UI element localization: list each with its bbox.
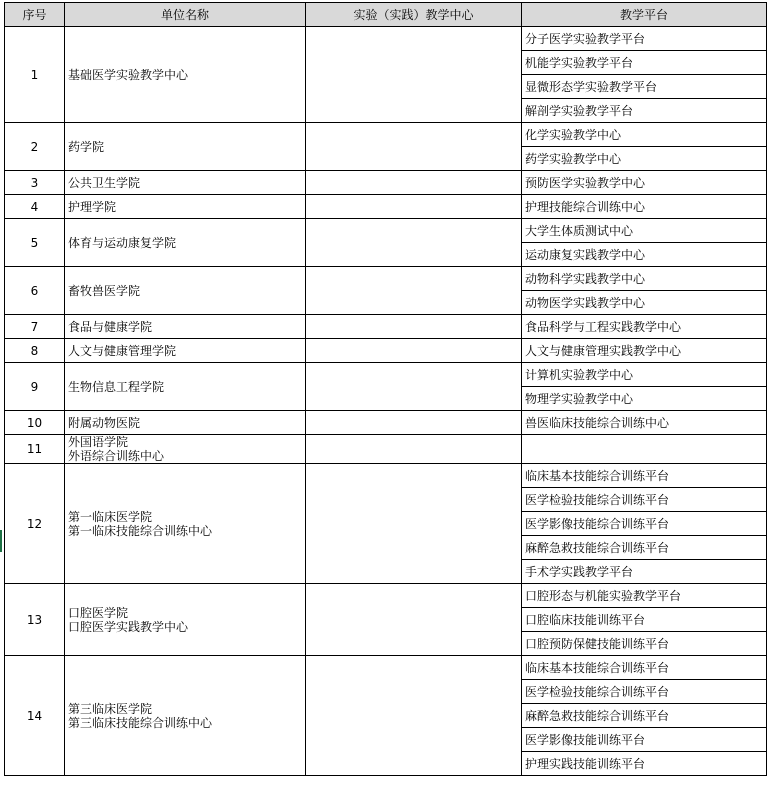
unit-name-cell[interactable]: [65, 171, 306, 195]
header-unit-name[interactable]: 单位名称: [65, 3, 306, 27]
teaching-center-cell[interactable]: 人文与健康管理实践教学中心: [522, 339, 767, 363]
teaching-center-cell[interactable]: 护理技能综合训练中心: [522, 195, 767, 219]
unit-name-line: 口腔医学院: [68, 605, 129, 620]
teaching-platform-cell[interactable]: 麻醉急救技能综合训练平台: [522, 704, 767, 728]
unit-name-line: 药学院: [68, 139, 105, 154]
teaching-center-cell[interactable]: 计算机实验教学中心: [522, 363, 767, 387]
teaching-center-cell[interactable]: 大学生体质测试中心: [522, 219, 767, 243]
unit-name-line: 第三临床医学院: [68, 701, 153, 716]
table-row: [5, 464, 767, 488]
table-row: [5, 315, 767, 339]
row-number-cell[interactable]: 13: [5, 584, 65, 656]
unit-name-line: 第一临床技能综合训练中心: [68, 523, 213, 538]
teaching-center-cell[interactable]: 食品科学与工程实践教学中心: [522, 315, 767, 339]
unit-name-line: 公共卫生学院: [68, 175, 141, 190]
unit-name-line: 第一临床医学院: [68, 509, 153, 524]
teaching-center-cell[interactable]: 兽医临床技能综合训练中心: [522, 411, 767, 435]
unit-name-cell[interactable]: [65, 219, 306, 267]
row-number-cell[interactable]: 1: [5, 27, 65, 123]
teaching-center-cell[interactable]: 动物科学实践教学中心: [522, 267, 767, 291]
teaching-platform-cell[interactable]: 临床基本技能综合训练平台: [522, 656, 767, 680]
teaching-platform-cell[interactable]: 医学影像技能训练平台: [522, 728, 767, 752]
unit-name-cell[interactable]: [65, 267, 306, 315]
row-number-cell[interactable]: 14: [5, 656, 65, 776]
unit-name-line: 外国语学院: [68, 435, 129, 449]
teaching-platform-cell[interactable]: 口腔临床技能训练平台: [522, 608, 767, 632]
unit-name-cell[interactable]: [65, 315, 306, 339]
unit-name-cell[interactable]: [65, 27, 306, 123]
unit-name-line: 外语综合训练中心: [68, 449, 165, 463]
table-row: [5, 219, 767, 243]
row-number-cell[interactable]: 10: [5, 411, 65, 435]
header-no[interactable]: 序号: [5, 3, 65, 27]
teaching-center-cell[interactable]: 药学实验教学中心: [522, 147, 767, 171]
unit-name-cell[interactable]: [65, 464, 306, 584]
unit-name-line: 人文与健康管理学院: [68, 343, 177, 358]
teaching-platform-cell[interactable]: [522, 435, 767, 464]
table-row: [5, 339, 767, 363]
unit-name-cell[interactable]: [65, 195, 306, 219]
unit-name-cell[interactable]: [65, 339, 306, 363]
teaching-platform-cell[interactable]: [306, 171, 522, 195]
teaching-center-cell[interactable]: 动物医学实践教学中心: [522, 291, 767, 315]
teaching-center-table: [4, 2, 767, 776]
row-number-cell[interactable]: 6: [5, 267, 65, 315]
teaching-platform-cell[interactable]: [306, 123, 522, 171]
teaching-platform-cell[interactable]: 医学影像技能综合训练平台: [522, 512, 767, 536]
teaching-platform-cell[interactable]: 临床基本技能综合训练平台: [522, 464, 767, 488]
unit-name-line: 第三临床技能综合训练中心: [68, 715, 213, 730]
header-teaching-center[interactable]: 实验（实践）教学中心: [306, 3, 522, 27]
table-row: [5, 411, 767, 435]
teaching-platform-cell[interactable]: 机能学实验教学平台: [522, 51, 767, 75]
table-row: [5, 27, 767, 51]
row-number-cell[interactable]: 7: [5, 315, 65, 339]
row-number-cell[interactable]: 4: [5, 195, 65, 219]
row-number-cell[interactable]: 9: [5, 363, 65, 411]
unit-name-line: 生物信息工程学院: [68, 379, 165, 394]
table-row: [5, 195, 767, 219]
table-row: [5, 123, 767, 147]
row-number-cell[interactable]: 3: [5, 171, 65, 195]
teaching-platform-cell[interactable]: 医学检验技能综合训练平台: [522, 680, 767, 704]
row-number-cell[interactable]: 5: [5, 219, 65, 267]
teaching-center-cell[interactable]: [306, 584, 522, 656]
unit-name-line: 体育与运动康复学院: [68, 235, 177, 250]
teaching-center-cell[interactable]: 预防医学实验教学中心: [522, 171, 767, 195]
teaching-platform-cell[interactable]: 护理实践技能训练平台: [522, 752, 767, 776]
unit-name-cell[interactable]: [65, 363, 306, 411]
header-teaching-platform[interactable]: 教学平台: [522, 3, 767, 27]
unit-name-line: 护理学院: [68, 199, 117, 214]
row-selection-marker: [0, 530, 2, 552]
teaching-platform-cell[interactable]: 医学检验技能综合训练平台: [522, 488, 767, 512]
teaching-platform-cell[interactable]: [306, 195, 522, 219]
unit-name-cell[interactable]: [65, 411, 306, 435]
teaching-platform-cell[interactable]: 分子医学实验教学平台: [522, 27, 767, 51]
teaching-platform-cell[interactable]: [306, 363, 522, 411]
teaching-center-cell[interactable]: [306, 656, 522, 776]
teaching-platform-cell[interactable]: [306, 339, 522, 363]
table-row: [5, 171, 767, 195]
row-number-cell[interactable]: 12: [5, 464, 65, 584]
unit-name-line: 食品与健康学院: [68, 319, 153, 334]
row-number-cell[interactable]: 2: [5, 123, 65, 171]
row-number-cell[interactable]: 11: [5, 435, 65, 464]
teaching-center-cell[interactable]: [306, 464, 522, 584]
teaching-center-cell[interactable]: 运动康复实践教学中心: [522, 243, 767, 267]
unit-name-cell[interactable]: [65, 435, 306, 464]
unit-name-cell[interactable]: [65, 123, 306, 171]
unit-name-line: 口腔医学实践教学中心: [68, 619, 189, 634]
row-number-cell[interactable]: 8: [5, 339, 65, 363]
teaching-platform-cell[interactable]: 手术学实践教学平台: [522, 560, 767, 584]
unit-name-cell[interactable]: [65, 584, 306, 656]
teaching-platform-cell[interactable]: 显微形态学实验教学平台: [522, 75, 767, 99]
teaching-platform-cell[interactable]: 解剖学实验教学平台: [522, 99, 767, 123]
teaching-platform-cell[interactable]: 口腔预防保健技能训练平台: [522, 632, 767, 656]
table-row: [5, 656, 767, 680]
teaching-center-cell[interactable]: 物理学实验教学中心: [522, 387, 767, 411]
header-row: [5, 3, 767, 27]
table-row: [5, 267, 767, 291]
unit-name-line: 附属动物医院: [68, 415, 141, 430]
teaching-platform-cell[interactable]: 麻醉急救技能综合训练平台: [522, 536, 767, 560]
teaching-platform-cell[interactable]: [306, 219, 522, 267]
teaching-platform-cell[interactable]: [306, 267, 522, 315]
unit-name-cell[interactable]: [65, 656, 306, 776]
teaching-platform-cell[interactable]: [306, 315, 522, 339]
table-row: [5, 363, 767, 387]
unit-name-line: 畜牧兽医学院: [68, 283, 141, 298]
table-body: [5, 27, 767, 776]
teaching-center-cell[interactable]: 化学实验教学中心: [522, 123, 767, 147]
teaching-center-cell[interactable]: [306, 27, 522, 123]
teaching-platform-cell[interactable]: [306, 411, 522, 435]
teaching-center-cell[interactable]: [306, 435, 522, 464]
teaching-platform-cell[interactable]: 口腔形态与机能实验教学平台: [522, 584, 767, 608]
table-row: [5, 584, 767, 608]
unit-name-line: 基础医学实验教学中心: [68, 67, 189, 82]
